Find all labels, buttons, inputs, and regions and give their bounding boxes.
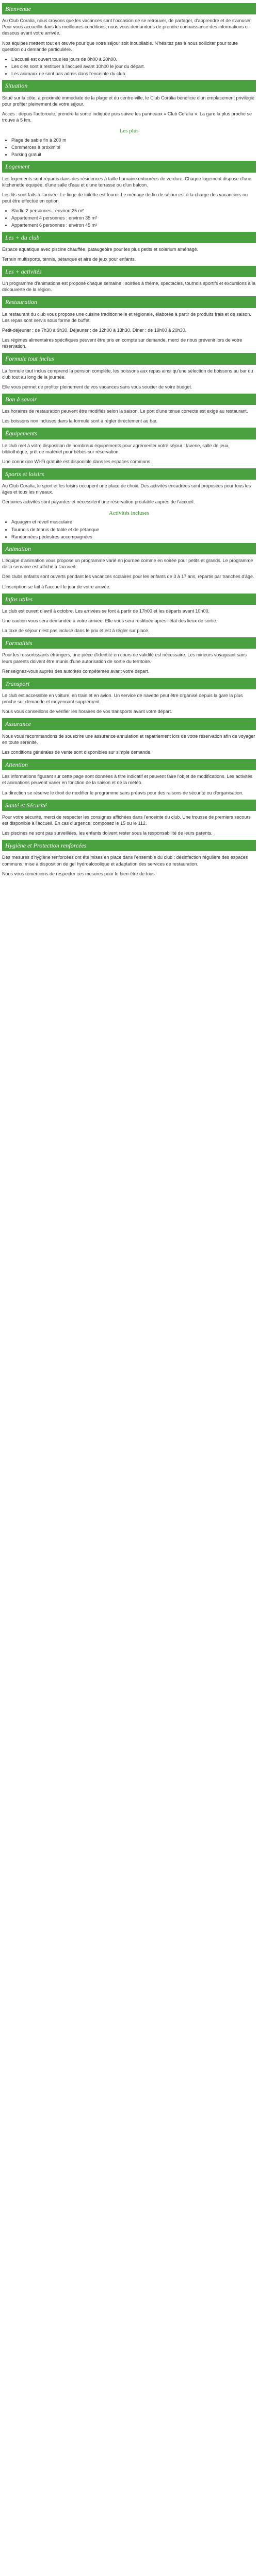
page [0,3,258,877]
list-item: • Appartement 4 personnes : environ 35 m² [11,215,256,221]
paragraph: L'inscription se fait à l'accueil le jour de votre arrivée. [2,584,111,589]
bullet-list [7,519,256,539]
paragraph: Les lits sont faits à l'arrivée. Le linge de toilette est fourni. Le ménage de fin de séjour est à la charge des vacanciers ou peut être effectué en option. [2,192,248,204]
paragraph: Situé sur la côte, à proximité immédiate de la plage et du centre-ville, le Club Coralia bénéficie d'un emplacement privilégié pour profiter pleinement de votre séjour. [2,95,254,107]
paragraph: Nous vous remercions de respecter ces mesures pour le bien-être de tous. [2,871,156,876]
section-title: Les + activités [2,266,256,277]
paragraph: Les informations figurant sur cette page sont données à titre indicatif et peuvent faire l'objet de modifications. Les activités et animations peuvent varier en fonction de la saison et de la météo. [2,774,252,786]
paragraph: Le restaurant du club vous propose une cuisine traditionnelle et régionale, élaborée à partir de produits frais et de saison. Les repas sont servis sous forme de buffet. [2,311,251,323]
paragraph: Renseignez-vous auprès des autorités compétentes avant votre départ. [2,668,150,674]
section-title: Assurance [2,718,256,730]
section-title: Formule tout inclus [2,353,256,364]
section [2,718,256,755]
section [2,678,256,715]
paragraph: Petit-déjeuner : de 7h30 à 9h30. Déjeuner : de 12h00 à 13h30. Dîner : de 19h00 à 20h30. [2,327,187,333]
paragraph: La taxe de séjour n'est pas incluse dans le prix et est à régler sur place. [2,628,150,634]
paragraph: La direction se réserve le droit de modifier le programme sans préavis pour des raisons de sécurité ou d'organisation. [2,790,244,795]
paragraph: Les conditions générales de vente sont disponibles sur simple demande. [2,749,152,755]
paragraph: Accès : depuis l'autoroute, prendre la sortie indiquée puis suivre les panneaux « Club Coralia ». La gare la plus proche se trouve à 5 km. [2,111,252,123]
section-title: Hygiène et Protection renforcées [2,840,256,851]
section [2,840,256,877]
section-title: Logement [2,161,256,172]
list-item: • Aquagym et réveil musculaire [11,519,256,525]
section-title: Formalités [2,637,256,649]
paragraph: Une connexion Wi-Fi gratuite est disponible dans les espaces communs. [2,459,152,464]
paragraph: Des mesures d'hygiène renforcées ont été mises en place dans l'ensemble du club : désinfection régulière des espaces communs, mise à disposition de gel hydroalcoolique et adaptation des services de restauration. [2,855,248,867]
section-title: Restauration [2,296,256,308]
section [2,468,256,540]
section [2,80,256,158]
section-title: Situation [2,80,256,91]
list-item: • Les animaux ne sont pas admis dans l'enceinte du club. [11,71,256,77]
section [2,428,256,465]
paragraph: Les logements sont répartis dans des résidences à taille humaine entourées de verdure. Chaque logement dispose d'une kitchenette équipée, d'une salle d'eau et d'une terrasse ou d'un balcon. [2,176,252,188]
section [2,266,256,293]
section-title: Sports et loisirs [2,468,256,480]
section [2,394,256,424]
paragraph: Certaines activités sont payantes et nécessitent une réservation préalable auprès de l'accueil. [2,499,195,505]
section-title: Équipements [2,428,256,439]
section [2,637,256,674]
section-title: Santé et Sécurité [2,800,256,811]
paragraph: La formule tout inclus comprend la pension complète, les boissons aux repas ainsi qu'une sélection de boissons au bar du club tout au long de la journée. [2,368,253,380]
section-title: Les + du club [2,232,256,243]
list-item: • Parking gratuit [11,151,256,158]
list-item: • Randonnées pédestres accompagnées [11,534,256,540]
list-item: • Plage de sable fin à 200 m [11,137,256,143]
paragraph: Espace aquatique avec piscine chauffée, pataugeoire pour les plus petits et solarium aménagé. [2,246,199,252]
paragraph: Nous vous recommandons de souscrire une assurance annulation et rapatriement lors de votre réservation afin de voyager en toute sérénité. [2,733,255,745]
paragraph: Le club est ouvert d'avril à octobre. Les arrivées se font à partir de 17h00 et les départs avant 10h00. [2,608,209,614]
list-item: • Appartement 6 personnes : environ 45 m² [11,222,256,228]
paragraph: Le club est accessible en voiture, en train et en avion. Un service de navette peut être organisé depuis la gare la plus proche sur demande et moyennant supplément. [2,693,243,705]
paragraph: Nous vous conseillons de vérifier les horaires de vos transports avant votre départ. [2,709,172,715]
subheading: Activités incluses [109,510,149,516]
section [2,800,256,837]
list-item: • Commerces à proximité [11,144,256,150]
list-item: • Studio 2 personnes : environ 25 m² [11,208,256,214]
paragraph: Terrain multisports, tennis, pétanque et aire de jeux pour enfants. [2,256,136,262]
section-title: Bienvenue [2,3,256,14]
subheading: Les plus [119,128,139,134]
section-title: Transport [2,678,256,689]
paragraph: Les régimes alimentaires spécifiques peuvent être pris en compte sur demande, merci de nous prévenir lors de votre réservation. [2,337,243,349]
section [2,543,256,590]
paragraph: Un programme d'animations est proposé chaque semaine : soirées à thème, spectacles, tournois sportifs et excursions à la découverte de la région. [2,281,255,293]
bullet-list [7,137,256,158]
paragraph: Les horaires de restauration peuvent être modifiés selon la saison. Le port d'une tenue correcte est exigé au restaurant. [2,409,248,414]
paragraph: Les boissons non incluses dans la formule sont à régler directement au bar. [2,418,158,424]
paragraph: Elle vous permet de profiter pleinement de vos vacances sans vous soucier de votre budget. [2,384,192,389]
section [2,161,256,228]
section [2,594,256,634]
paragraph: Nos équipes mettent tout en œuvre pour que votre séjour soit inoubliable. N'hésitez pas à nous solliciter pour toute question ou demande particulière. [2,40,238,52]
paragraph: Pour les ressortissants étrangers, une pièce d'identité en cours de validité est nécessaire. Les mineurs voyageant sans leurs parents doivent être munis d'une autorisation de sortie du territoire. [2,652,247,664]
list-item: • L'accueil est ouvert tous les jours de 8h00 à 20h00. [11,56,256,62]
section-title: Animation [2,543,256,554]
list-item: • Tournois de tennis de table et de pétanque [11,527,256,533]
paragraph: Les piscines ne sont pas surveillées, les enfants doivent rester sous la responsabilité de leurs parents. [2,831,213,836]
section-title: Infos utiles [2,594,256,605]
section [2,759,256,796]
paragraph: Une caution vous sera demandée à votre arrivée. Elle vous sera restituée après l'état des lieux de sortie. [2,618,217,623]
paragraph: Pour votre sécurité, merci de respecter les consignes affichées dans l'enceinte du club. Une trousse de premiers secours est disponible à l'accueil. En cas d'urgence, composez le 15 ou le 112. [2,814,251,826]
bullet-list [7,56,256,77]
paragraph: Des clubs enfants sont ouverts pendant les vacances scolaires pour les enfants de 3 à 17 ans, répartis par tranches d'âge. [2,574,254,580]
paragraph: Le club met à votre disposition de nombreux équipements pour agrémenter votre séjour : laverie, salle de jeux, bibliothèque, prêt de matériel pour bébés sur réservation. [2,443,230,454]
paragraph: Au Club Coralia, nous croyons que les vacances sont l'occasion de se retrouver, de partager, d'apprendre et de s'amuser. Pour vous accueillir dans les meilleures conditions, nous vous demandons de prendre connaissance des informations ci-dessous avant votre arrivée. [2,18,252,36]
section [2,232,256,262]
section-title: Bon à savoir [2,394,256,405]
section [2,296,256,349]
section [2,353,256,390]
section [2,3,256,77]
paragraph: Au Club Coralia, le sport et les loisirs occupent une place de choix. Des activités encadrées sont proposées pour tous les âges et tous les niveaux. [2,483,251,495]
list-item: • Les clés sont à restituer à l'accueil avant 10h00 le jour du départ. [11,63,256,70]
bullet-list [7,208,256,228]
section-title: Attention [2,759,256,770]
paragraph: L'équipe d'animation vous propose un programme varié en journée comme en soirée pour petits et grands. Le programme de la semaine est affiché à l'accueil. [2,558,253,570]
